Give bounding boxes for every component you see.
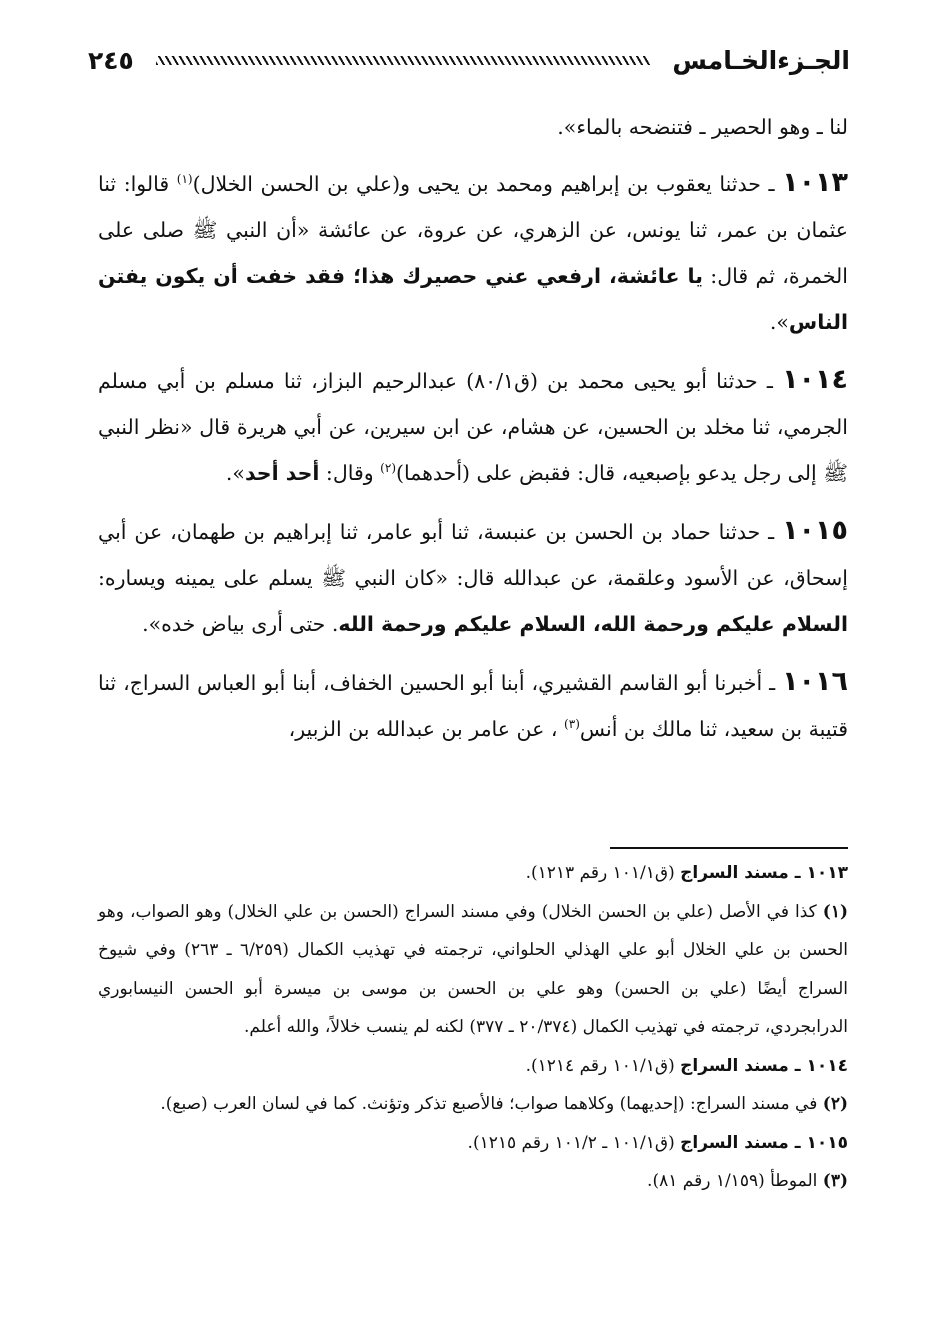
footnote-text: في مسند السراج: (إحديهما) وكلاهما صواب؛ فالأصبع تذكر وتؤنث. كما في لسان العرب (صبع).	[160, 1094, 823, 1114]
page-number: ٢٤٥	[88, 45, 134, 75]
hadith-text: ».	[225, 461, 245, 485]
paragraph-continuation	[98, 104, 848, 150]
footnote-mark: (٣)	[822, 1171, 848, 1191]
footnote-2	[98, 1085, 848, 1124]
hadith-text: ـ حدثنا أبو يحيى محمد بن (ق٨٠/١) عبدالرحيم البزاز، ثنا مسلم بن أبي مسلم الجرمي، ثنا مخلد بن الحسين، عن هشام، عن ابن سيرين، عن أبي هريرة قال «نظر النبي ﷺ إلى رجل يدعو بإصبعيه، قال: فقبض على (أحدهما)	[98, 369, 848, 485]
footnote-mark: (٢)	[822, 1094, 848, 1114]
source-label: ١٠١٣ ـ مسند السراج	[680, 863, 848, 883]
header-ornament-rule	[156, 56, 651, 65]
footnote-mark: (١)	[822, 901, 848, 922]
main-text	[98, 104, 848, 764]
footnote-ref: (٣)	[564, 717, 580, 732]
footnote-text: الموطأ (١/١٥٩ رقم ٨١).	[647, 1171, 823, 1191]
footnote-ref: (٢)	[380, 461, 396, 476]
footnotes	[98, 854, 848, 1201]
volume-title: الجـزءالخـامس	[672, 45, 850, 75]
page-header	[88, 36, 850, 84]
footnote-3	[98, 1162, 848, 1201]
hadith-quote-bold: يا عائشة، ارفعي عني حصيرك هذا؛ فقد خفت أن يكون يفتن الناس	[98, 264, 848, 334]
hadith-text: ».	[769, 310, 789, 334]
hadith-text: ـ حدثنا يعقوب بن إبراهيم ومحمد بن يحيى و(علي بن الحسن الخلال)	[192, 172, 783, 196]
hadith-1016	[98, 659, 848, 752]
hadith-text: ـ حدثنا حماد بن الحسن بن عنبسة، ثنا أبو عامر، ثنا إبراهيم بن طهمان، عن أبي إسحاق، عن الأسود وعلقمة، عن عبدالله قال: «كان النبي ﷺ يسلم على يمينه ويساره:	[98, 520, 848, 590]
source-text: (ق١٠١/١ رقم ١٢١٣).	[525, 863, 681, 883]
hadith-number: ١٠١٦	[782, 666, 848, 697]
hadith-text: ـ أخبرنا أبو القاسم القشيري، أبنا أبو الحسين الخفاف، أبنا أبو العباس السراج، ثنا قتيبة بن سعيد، ثنا مالك بن أنس	[98, 671, 848, 741]
hadith-text: . حتى أرى بياض خده».	[142, 612, 339, 636]
footnote-1	[98, 893, 848, 1047]
paragraph-text: لنا ـ وهو الحصير ـ فتنضحه بالماء».	[557, 115, 848, 139]
hadith-1015	[98, 508, 848, 647]
source-text: (ق١٠١/١ ـ ١٠١/٢ رقم ١٢١٥).	[467, 1132, 681, 1153]
hadith-quote-bold: أحد أحد	[244, 461, 320, 485]
hadith-number: ١٠١٣	[782, 167, 849, 198]
source-label: ١٠١٥ ـ مسند السراج	[680, 1132, 848, 1153]
hadith-1014	[98, 357, 848, 496]
hadith-text: قالوا: ثنا عثمان بن عمر، ثنا يونس، عن الزهري، عن عروة، عن عائشة «أن النبي ﷺ صلى على الخمرة، ثم قال:	[98, 172, 848, 288]
source-note-1013	[98, 854, 848, 893]
hadith-1013	[98, 160, 848, 345]
source-label: ١٠١٤ ـ مسند السراج	[680, 1055, 848, 1076]
hadith-quote-bold: السلام عليكم ورحمة الله، السلام عليكم ورحمة الله	[338, 612, 848, 636]
hadith-number: ١٠١٤	[782, 364, 848, 395]
footnote-divider	[610, 847, 848, 849]
source-text: (ق١٠١/١ رقم ١٢١٤).	[525, 1055, 681, 1076]
hadith-number: ١٠١٥	[782, 515, 848, 546]
source-note-1015	[98, 1124, 848, 1163]
hadith-text: وقال:	[319, 461, 381, 485]
hadith-text: ، عن عامر بن عبدالله بن الزبير،	[288, 717, 565, 741]
footnote-ref: (١)	[176, 172, 193, 187]
source-note-1014	[98, 1047, 848, 1086]
footnote-text: كذا في الأصل (علي بن الحسن الخلال) وفي مسند السراج (الحسن بن علي الخلال) وهو الصواب، وهو الحسن بن علي الخلال أبو علي الهذلي الحلواني، ترجمته في تهذيب الكمال (٦/٢٥٩ ـ ٢٦٣) وفي شيوخ السراج أيضًا (علي بن الحسن) وهو علي بن الحسن بن موسى بن ميسرة أبو الحسن النيسابوري الدرابجردي، ترجمته في تهذيب الكمال (٢٠/٣٧٤ ـ ٣٧٧) لكنه لم ينسب خلالاً، والله أعلم.	[98, 901, 848, 1037]
